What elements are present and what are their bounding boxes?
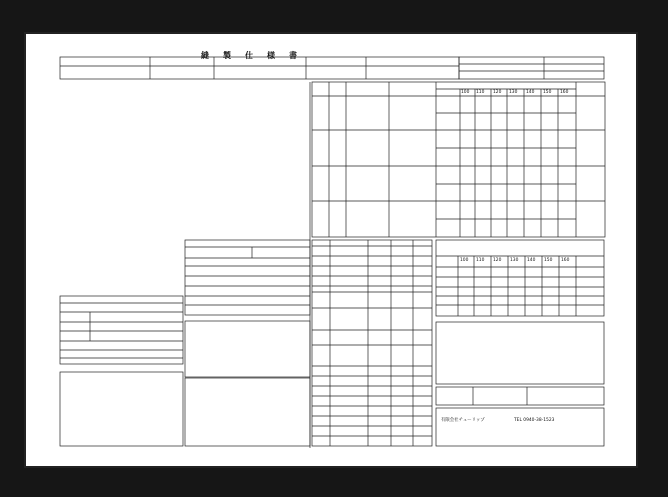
grid-size-100: 100 [461,90,470,95]
grid-size-120: 120 [493,90,502,95]
contact-tel: TEL 0940-38-1523 [514,418,555,423]
sizes-150: 150 [544,258,553,263]
document-title: 縫製仕様書 [201,51,311,60]
sizes-120: 120 [493,258,502,263]
sizes-130: 130 [510,258,519,263]
sizes-100: 100 [460,258,469,263]
grid-size-140: 140 [526,90,535,95]
grid-size-160: 160 [560,90,569,95]
sizes-110: 110 [476,258,485,263]
grid-size-130: 130 [509,90,518,95]
sizes-160: 160 [561,258,570,263]
contact-company: 有限会社チューリップ [441,418,485,423]
sizes-140: 140 [527,258,536,263]
grid-size-110: 110 [476,90,485,95]
grid-size-150: 150 [543,90,552,95]
